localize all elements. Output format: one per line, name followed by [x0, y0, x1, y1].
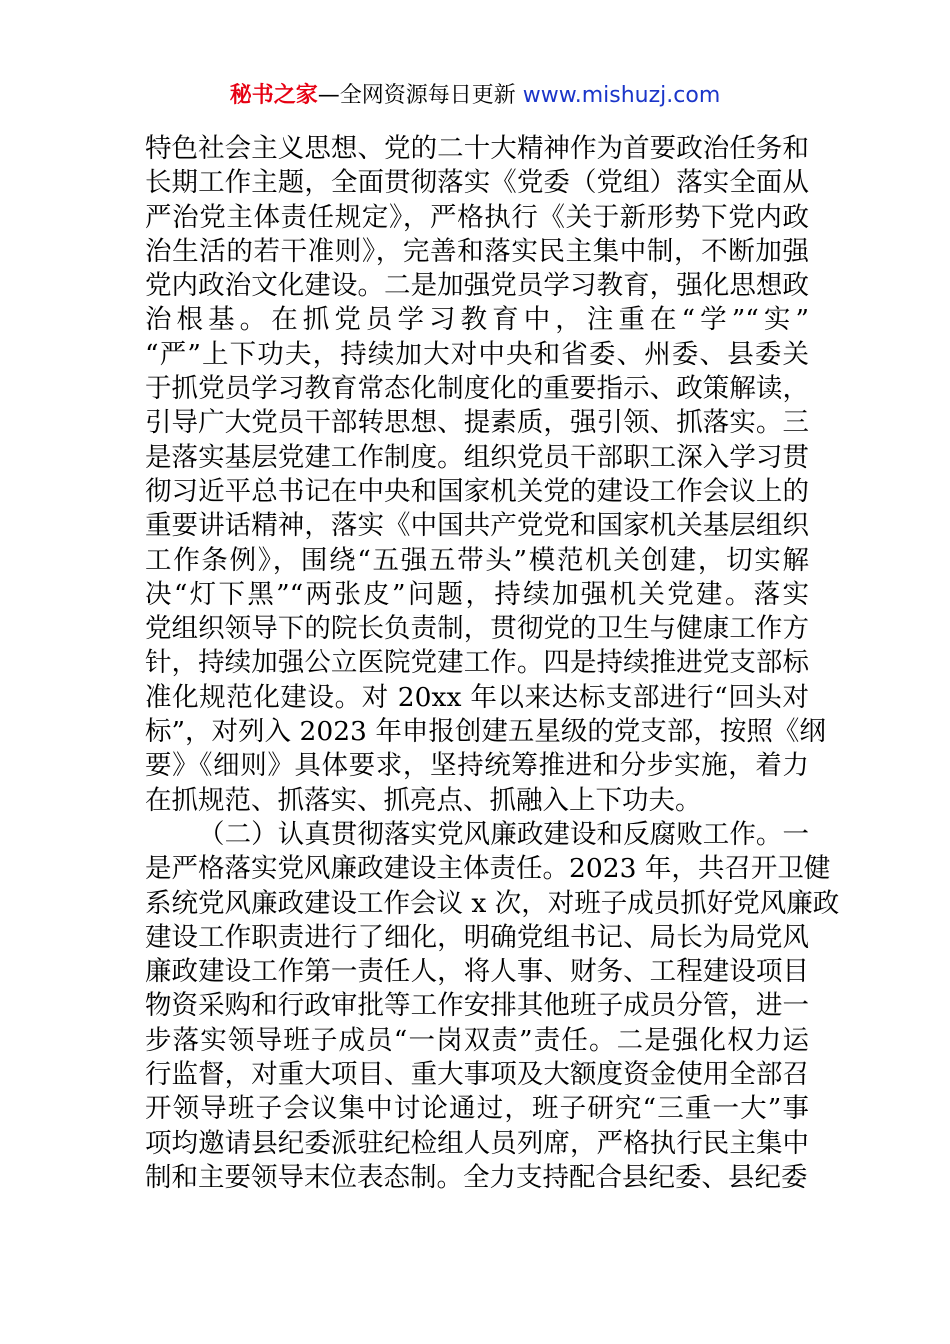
- text-line: 要》《细则》具体要求，坚持统筹推进和分步实施，着力: [145, 750, 809, 782]
- text-line: 标”，对列入 2023 年申报创建五星级的党支部，按照《纲: [145, 716, 826, 748]
- header-tagline: —全网资源每日更新: [317, 83, 523, 108]
- text-line: 行监督，对重大项目、重大事项及大额度资金使用全部召: [145, 1059, 809, 1091]
- text-line: 开领导班子会议集中讨论通过，班子研究“三重一大”事: [145, 1093, 809, 1125]
- text-line: （二）认真贯彻落实党风廉政建设和反腐败工作。一: [198, 818, 809, 850]
- text-line: 工作条例》，围绕“五强五带头”模范机关创建，切实解: [145, 544, 809, 576]
- text-line: 重要讲话精神，落实《中国共产党党和国家机关基层组织: [145, 510, 809, 542]
- text-line: 在抓规范、抓落实、抓亮点、抓融入上下功夫。: [145, 784, 702, 816]
- text-line: 系统党风廉政建设工作会议 x 次，对班子成员抓好党风廉政: [145, 887, 840, 919]
- text-line: 党内政治文化建设。二是加强党员学习教育，强化思想政: [145, 270, 809, 302]
- text-line: 廉政建设工作第一责任人，将人事、财务、工程建设项目: [145, 956, 809, 988]
- text-line: 于抓党员学习教育常态化制度化的重要指示、政策解读，: [145, 373, 809, 405]
- text-line: 治生活的若干准则》，完善和落实民主集中制，不断加强: [145, 235, 809, 267]
- text-line: 制和主要领导末位表态制。全力支持配合县纪委、县纪委: [145, 1161, 808, 1193]
- paragraph: [145, 132, 826, 818]
- text-line: “严”上下功夫，持续加大对中央和省委、州委、县委关: [145, 338, 809, 370]
- text-line: 是严格落实党风廉政建设主体责任。2023 年，共召开卫健: [145, 853, 831, 885]
- text-line: 针，持续加强公立医院党建工作。四是持续推进党支部标: [145, 647, 809, 679]
- text-line: 是落实基层党建工作制度。组织党员干部职工深入学习贯: [145, 441, 809, 473]
- document-body: [145, 132, 840, 1195]
- text-line: 引导广大党员干部转思想、提素质，强引领、抓落实。三: [145, 407, 809, 439]
- brand-name: 秘书之家: [229, 83, 318, 108]
- paragraph: [145, 818, 840, 1195]
- text-line: 物资采购和行政审批等工作安排其他班子成员分管，进一: [145, 990, 809, 1022]
- text-line: 党组织领导下的院长负责制，贯彻党的卫生与健康工作方: [145, 613, 809, 645]
- site-header: [0, 81, 950, 111]
- site-url[interactable]: www.mishuzj.com: [522, 83, 721, 108]
- text-line: 特色社会主义思想、党的二十大精神作为首要政治任务和: [145, 133, 809, 164]
- text-line: 步落实领导班子成员“一岗双责”责任。二是强化权力运: [145, 1024, 809, 1056]
- text-line: 准化规范化建设。对 20xx 年以来达标支部进行“回头对: [145, 681, 809, 713]
- text-line: 长期工作主题，全面贯彻落实《党委（党组）落实全面从: [145, 167, 809, 199]
- text-line: 项均邀请县纪委派驻纪检组人员列席，严格执行民主集中: [145, 1127, 809, 1159]
- text-line: 建设工作职责进行了细化，明确党组书记、局长为局党风: [145, 921, 809, 953]
- text-line: 治根基。在抓党员学习教育中，注重在“学”“实”: [145, 304, 809, 336]
- text-line: 决“灯下黑”“两张皮”问题，持续加强机关党建。落实: [145, 578, 809, 610]
- text-line: 彻习近平总书记在中央和国家机关党的建设工作会议上的: [145, 475, 809, 507]
- text-line: 严治党主体责任规定》，严格执行《关于新形势下党内政: [145, 201, 809, 233]
